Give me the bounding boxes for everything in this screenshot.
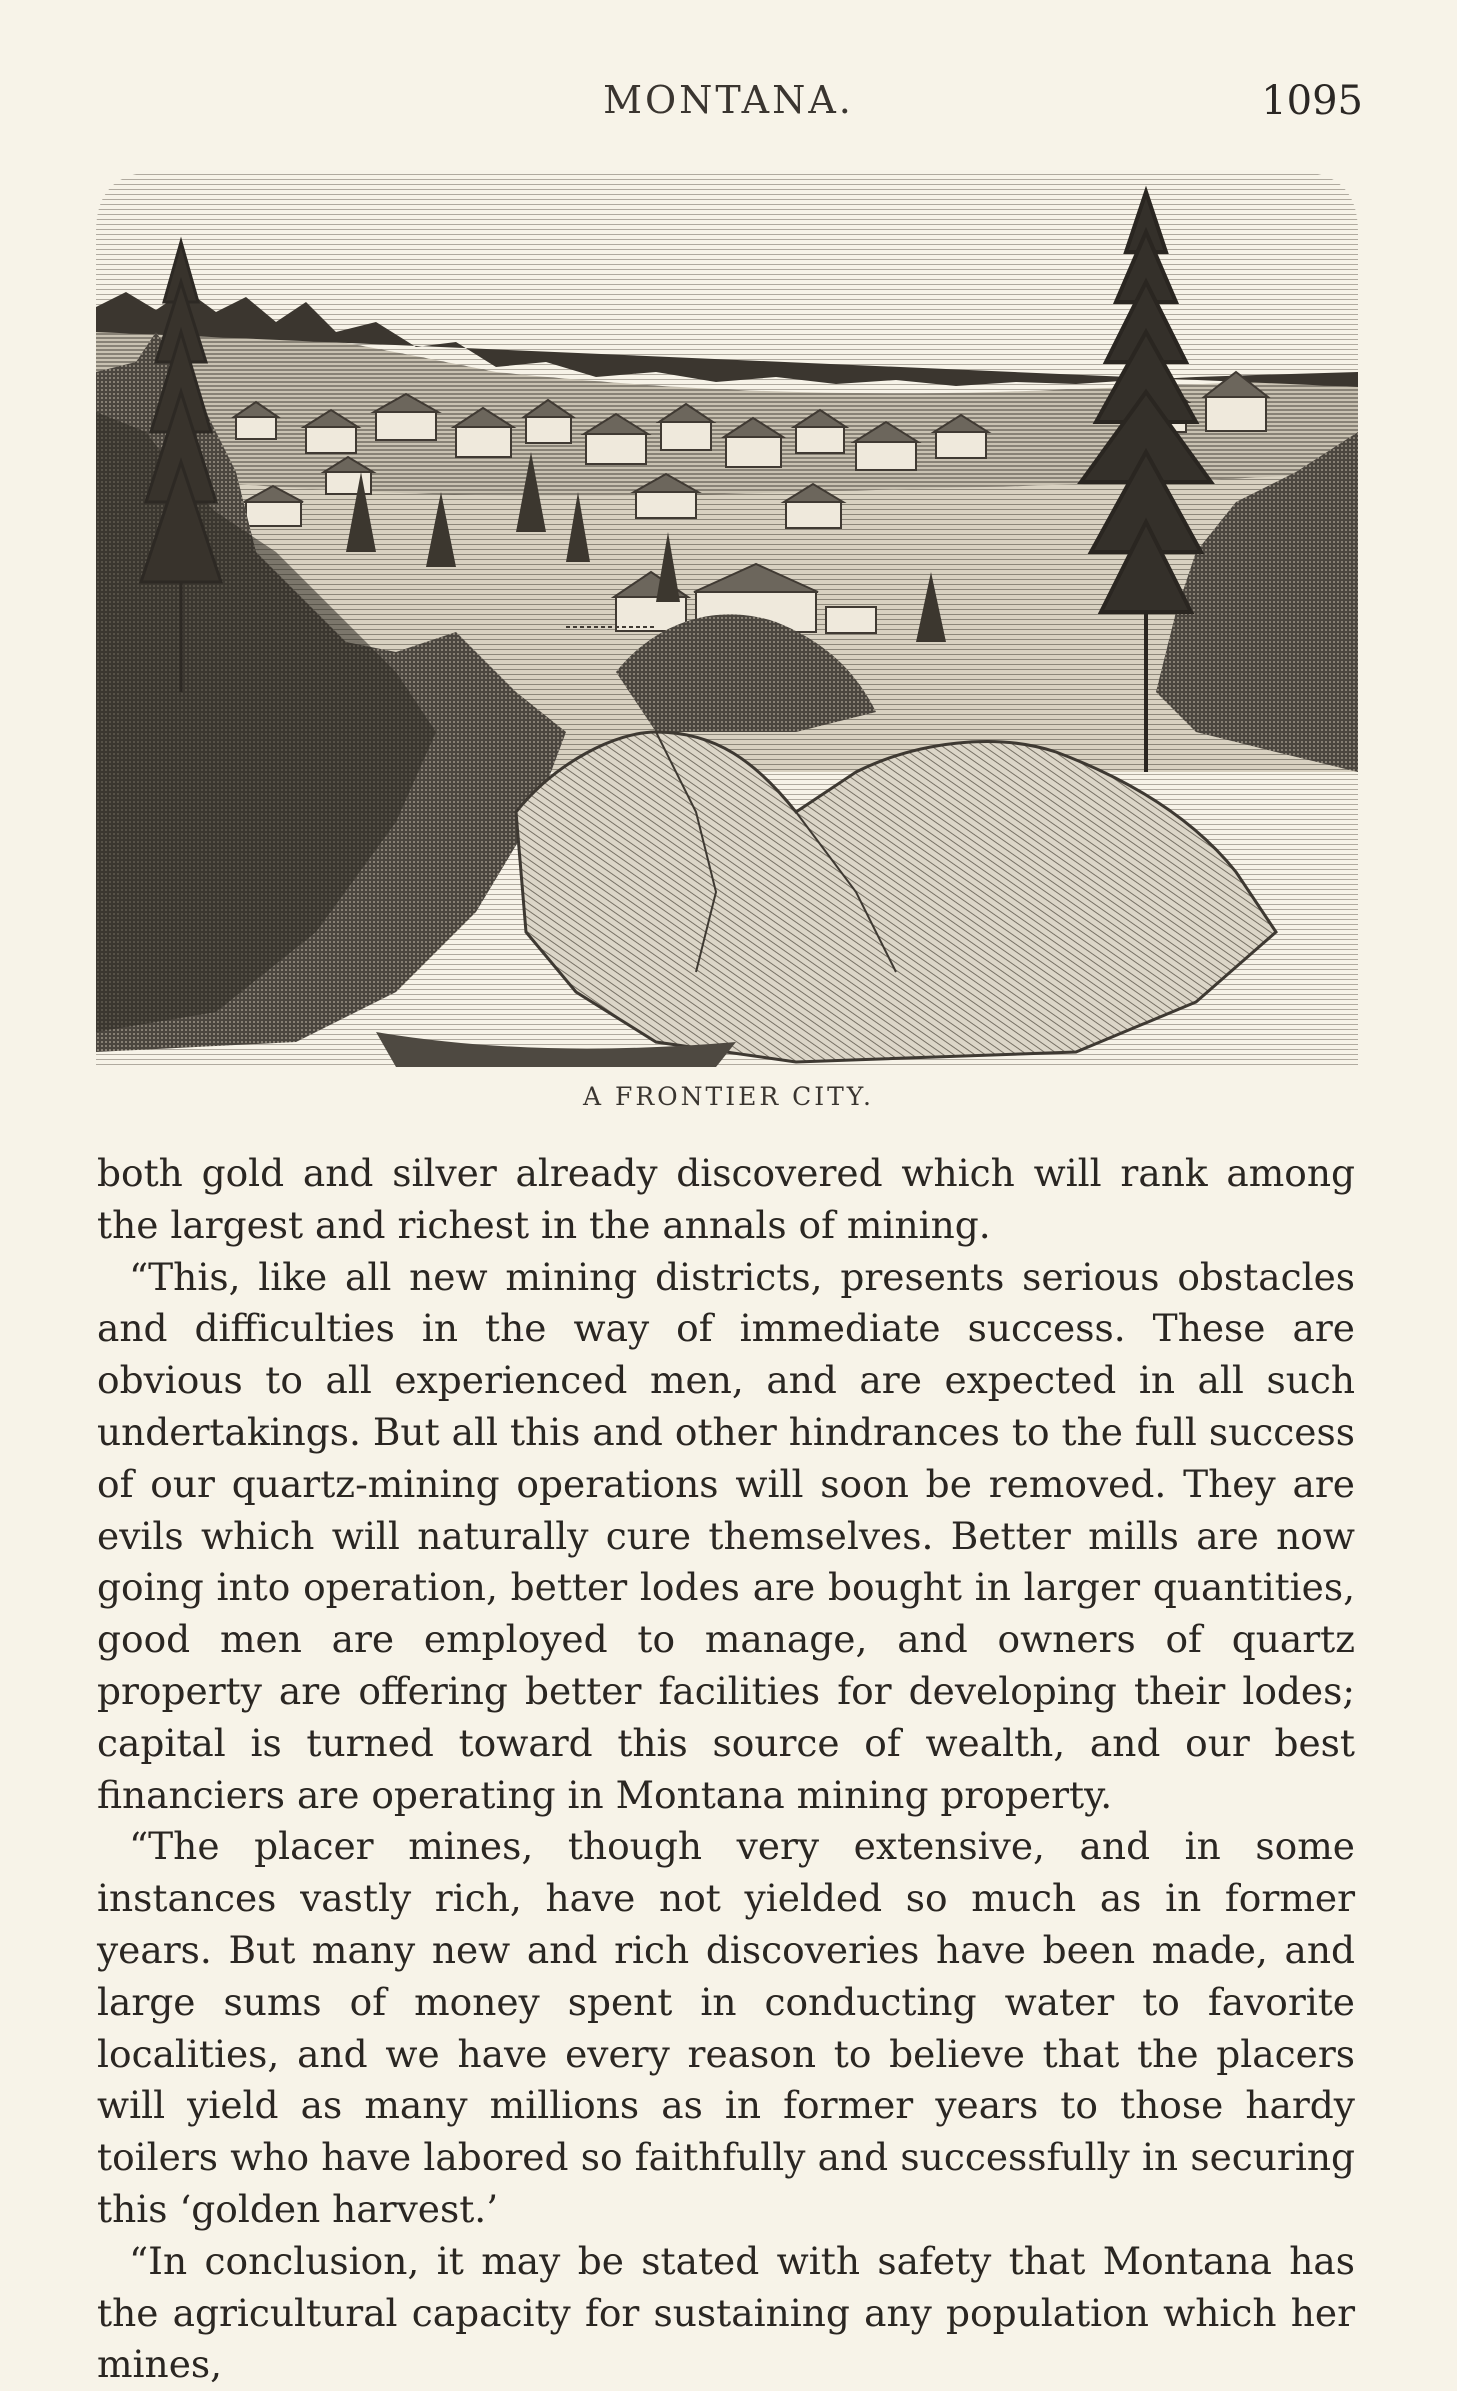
body-text <box>97 1148 1355 2391</box>
paragraph-continuation: both gold and silver already discovered which will rank among the largest and richest in the annals of mining. <box>97 1151 1355 1247</box>
paragraph-quartz-mining: “This, like all new mining districts, presents serious obstacles and difficulties in the way of immediate success. These are obvious to all experienced men, and are expected in all such undertakings. But all this and other hindrances to the full success of our quartz-mining operations will soon be removed. They are evils which will naturally cure themselves. Better mills are now going into operation, better lodes are bought in larger quantities, good men are employed to manage, and owners of quartz property are offering better facilities for developing their lodes; capital is turned toward this source of wealth, and our best financiers are operating in Montana mining property. <box>97 1254 1355 1817</box>
paragraph-conclusion: “In conclusion, it may be stated with safety that Montana has the agricultural capacity for sustaining any population which her mines, <box>97 2238 1355 2387</box>
frontier-city-engraving <box>96 172 1358 1067</box>
illustration-caption: A FRONTIER CITY. <box>582 1082 875 1111</box>
page-number: 1095 <box>1261 78 1363 124</box>
paragraph-placer-mines: “The placer mines, though very extensive, and in some instances vastly rich, have not yielded so much as in former years. But many new and rich discoveries have been made, and large sums of money spent in conducting water to favorite localities, and we have every reason to believe that the placers will yield as many millions as in former years to those hardy toilers who have labored so faithfully and successfully in securing this ‘golden harvest.’ <box>97 1824 1355 2231</box>
page-header <box>0 78 1457 138</box>
running-head: MONTANA. <box>603 78 854 122</box>
